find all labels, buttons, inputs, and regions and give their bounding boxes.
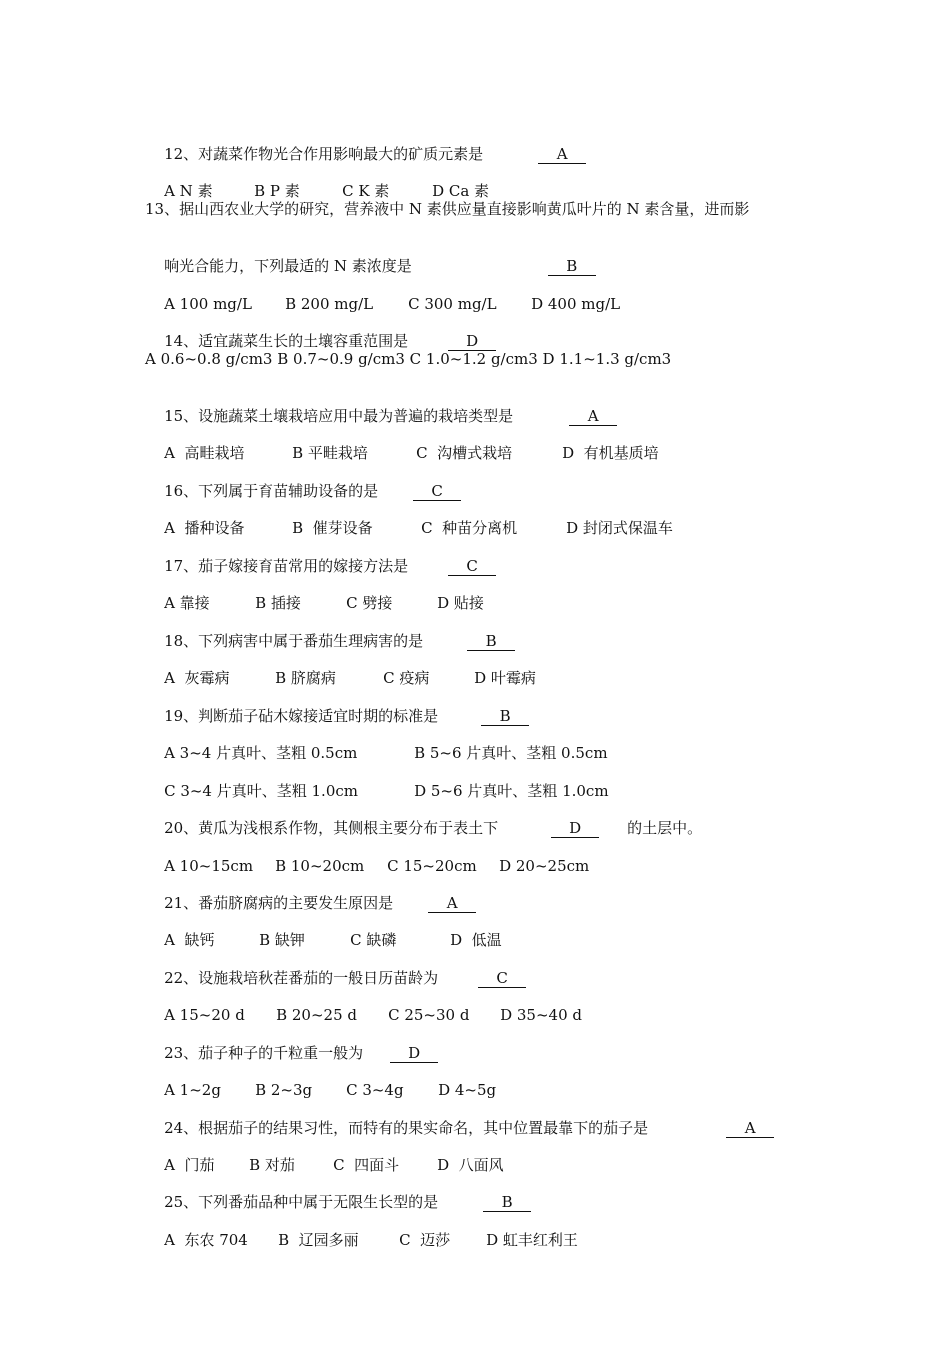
question-14-text: 14、适宜蔬菜生长的土壤容重范围是 (164, 332, 409, 350)
question-13-line-1: 13、据山西农业大学的研究，营养液中 N 素供应量直接影响黄瓜叶片的 N 素含量，进而影 (145, 200, 750, 218)
option-a: A 3~4 片真叶、茎粗 0.5cm (164, 744, 358, 762)
option-b: B 脐腐病 (275, 669, 336, 687)
option-d: D 20~25cm (499, 857, 590, 875)
question-19-text: 19、判断茄子砧木嫁接适宜时期的标准是 (164, 707, 439, 725)
answer-blank: C (448, 558, 496, 576)
option-c: C 缺磷 (350, 931, 397, 949)
answer-blank: D (448, 333, 496, 351)
option-d: D 4~5g (438, 1081, 497, 1099)
option-c: C 300 mg/L (408, 295, 497, 313)
answer-blank: D (390, 1045, 438, 1063)
option-c: C 疫病 (383, 669, 430, 687)
option-a: A 靠接 (164, 594, 210, 612)
option-a: A 15~20 d (164, 1006, 245, 1024)
option-d: D Ca 素 (432, 182, 490, 200)
question-20-text: 20、黄瓜为浅根系作物，其侧根主要分布于表土下 (164, 819, 499, 837)
option-d: D 贴接 (437, 594, 484, 612)
answer-blank: A (428, 895, 476, 913)
option-a: A 10~15cm (164, 857, 254, 875)
option-a: A 高畦栽培 (164, 444, 245, 462)
option-a: A N 素 (164, 182, 213, 200)
answer-blank: D (551, 820, 599, 838)
question-12-text: 12、对蔬菜作物光合作用影响最大的矿质元素是 (164, 145, 484, 163)
option-c: C 15~20cm (387, 857, 477, 875)
option-b: B 200 mg/L (285, 295, 374, 313)
option-d: D 400 mg/L (531, 295, 621, 313)
option-c: C K 素 (342, 182, 390, 200)
question-13-text: 响光合能力，下列最适的 N 素浓度是 (164, 257, 412, 275)
question-16-text: 16、下列属于育苗辅助设备的是 (164, 482, 379, 500)
answer-blank: A (569, 408, 617, 426)
option-c: C 四面斗 (333, 1156, 400, 1174)
option-d: D 35~40 d (500, 1006, 582, 1024)
option-c: C 3~4g (346, 1081, 404, 1099)
option-d: D 八面风 (437, 1156, 504, 1174)
option-d: D 5~6 片真叶、茎粗 1.0cm (414, 782, 609, 800)
answer-blank: B (467, 633, 515, 651)
answer-blank: A (726, 1120, 774, 1138)
option-d: D 虹丰红利王 (486, 1231, 578, 1249)
option-d: D 有机基质培 (562, 444, 659, 462)
option-c: C 3~4 片真叶、茎粗 1.0cm (164, 782, 358, 800)
option-d: D 封闭式保温车 (566, 519, 673, 537)
option-a: A 东农 704 (164, 1231, 248, 1249)
option-d: D 低温 (450, 931, 502, 949)
question-20-tail: 的土层中。 (627, 819, 703, 837)
question-15-text: 15、设施蔬菜土壤栽培应用中最为普遍的栽培类型是 (164, 407, 514, 425)
answer-blank: A (538, 146, 586, 164)
option-a: A 播种设备 (164, 519, 245, 537)
option-b: B 催芽设备 (292, 519, 373, 537)
question-25-options (145, 1210, 578, 1270)
option-a: A 100 mg/L (164, 295, 252, 313)
question-24-text: 24、根据茄子的结果习性，而特有的果实命名，其中位置最靠下的茄子是 (164, 1119, 649, 1137)
question-21-text: 21、番茄脐腐病的主要发生原因是 (164, 894, 394, 912)
question-25-text: 25、下列番茄品种中属于无限生长型的是 (164, 1193, 439, 1211)
option-b: B 辽园多丽 (278, 1231, 359, 1249)
option-b: B 平畦栽培 (292, 444, 368, 462)
answer-blank: C (478, 970, 526, 988)
option-c: C 种苗分离机 (421, 519, 518, 537)
answer-blank: B (481, 708, 529, 726)
answer-blank: B (548, 258, 596, 276)
question-22-text: 22、设施栽培秋茬番茄的一般日历苗龄为 (164, 969, 439, 987)
option-a: A 门茄 (164, 1156, 215, 1174)
option-c: C 沟槽式栽培 (416, 444, 513, 462)
option-c: C 劈接 (346, 594, 393, 612)
question-23-text: 23、茄子种子的千粒重一般为 (164, 1044, 364, 1062)
option-b: B 5~6 片真叶、茎粗 0.5cm (414, 744, 608, 762)
option-b: B P 素 (254, 182, 300, 200)
option-a: A 缺钙 (164, 931, 215, 949)
option-b: B 插接 (255, 594, 301, 612)
question-17-text: 17、茄子嫁接育苗常用的嫁接方法是 (164, 557, 409, 575)
answer-blank: C (413, 483, 461, 501)
option-d: D 叶霉病 (474, 669, 536, 687)
question-18-text: 18、下列病害中属于番茄生理病害的是 (164, 632, 424, 650)
option-b: B 缺钾 (259, 931, 305, 949)
option-c: C 25~30 d (388, 1006, 470, 1024)
answer-blank: B (483, 1194, 531, 1212)
option-b: B 2~3g (255, 1081, 313, 1099)
option-b: B 20~25 d (276, 1006, 357, 1024)
question-14-options: A 0.6~0.8 g/cm3 B 0.7~0.9 g/cm3 C 1.0~1.2 g/cm3 D 1.1~1.3 g/cm3 (145, 350, 672, 368)
option-b: B 10~20cm (275, 857, 365, 875)
option-c: C 迈莎 (399, 1231, 451, 1249)
option-a: A 1~2g (164, 1081, 221, 1099)
option-a: A 灰霉病 (164, 669, 230, 687)
option-b: B 对茄 (249, 1156, 295, 1174)
